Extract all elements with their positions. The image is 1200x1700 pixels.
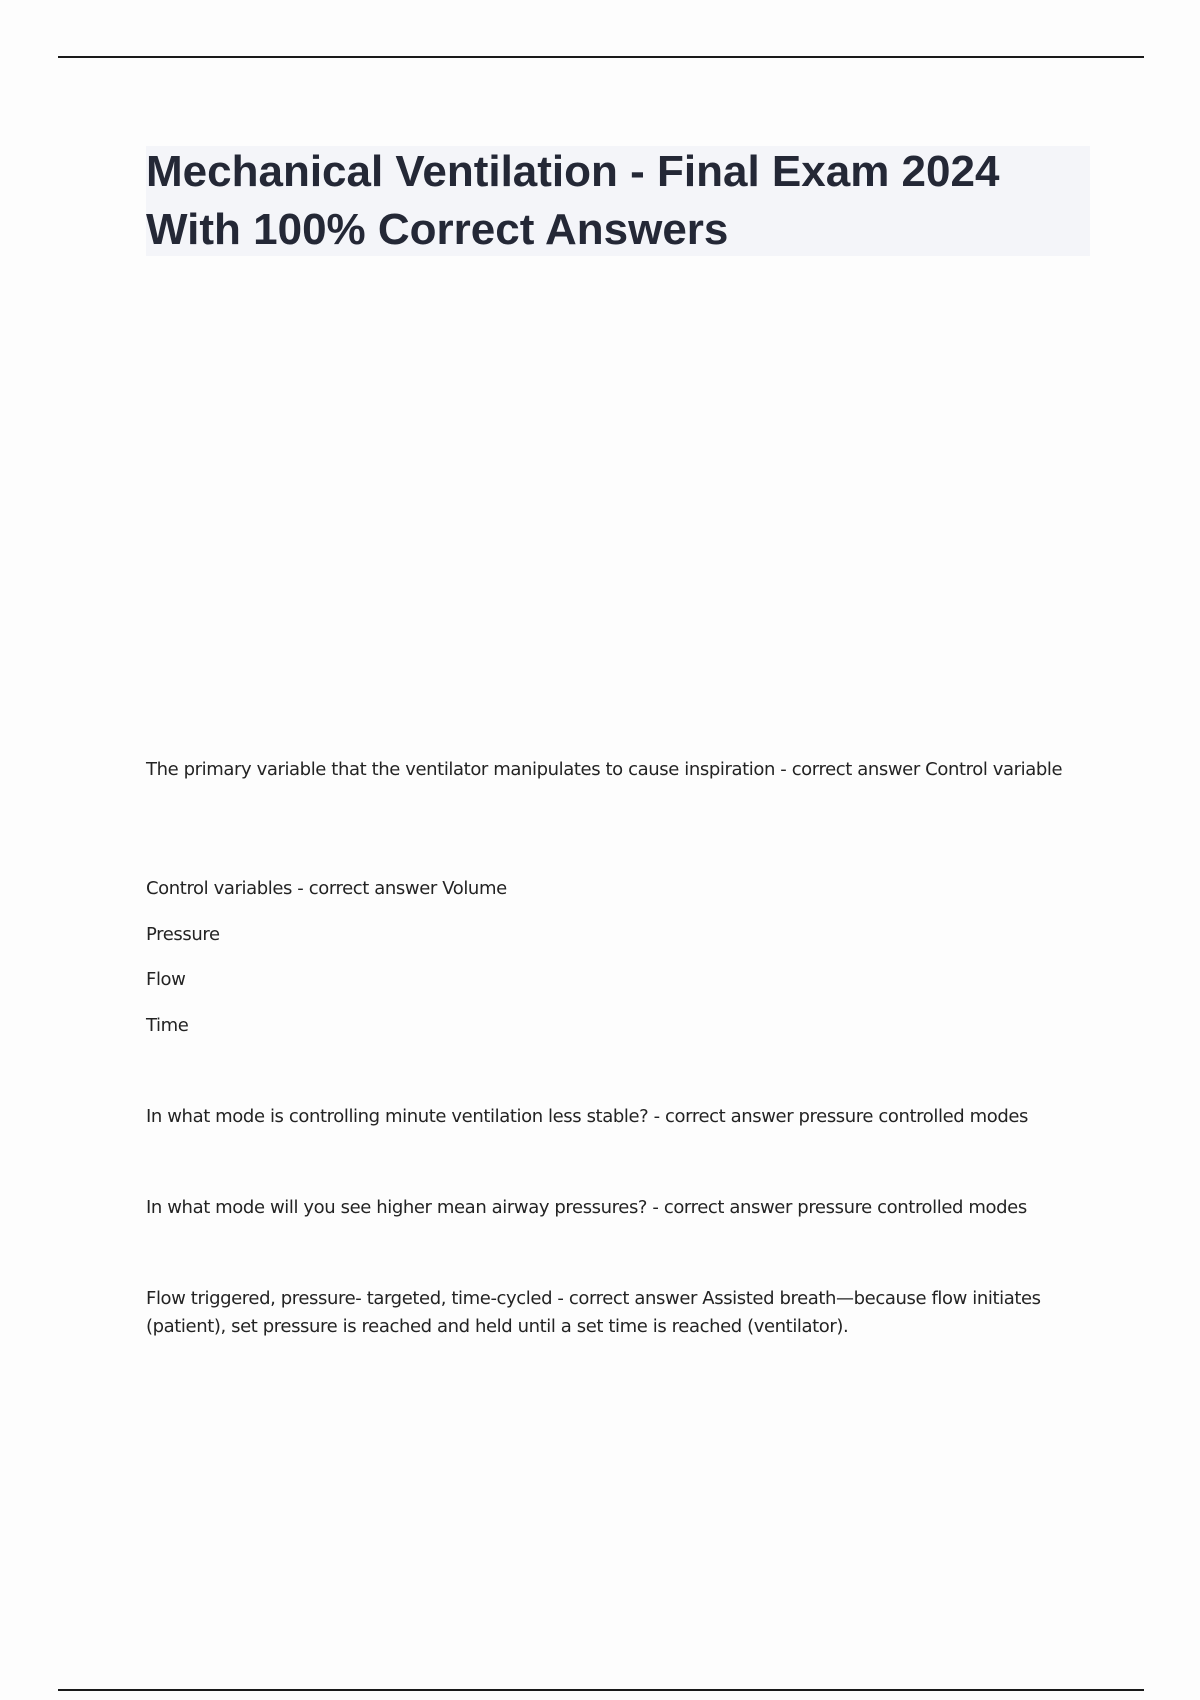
qa-item-minute-ventilation: In what mode is controlling minute ventilation less stable? - correct answer pressure controlled modes bbox=[146, 1106, 1029, 1127]
title-block bbox=[146, 146, 1090, 256]
qa-item-control-variable: The primary variable that the ventilator manipulates to cause inspiration - correct answer Control variable bbox=[146, 759, 1063, 780]
qa-item-mean-airway-pressure: In what mode will you see higher mean airway pressures? - correct answer pressure controlled modes bbox=[146, 1197, 1027, 1218]
qa-item-flow-triggered: Flow triggered, pressure- targeted, time-cycled - correct answer Assisted breath—because flow initiates (patient), set pressure is reached and held until a set time is reached (ventilator). bbox=[146, 1288, 1041, 1337]
bottom-divider bbox=[58, 1689, 1144, 1691]
list-item-time: Time bbox=[146, 1015, 189, 1036]
list-item-flow: Flow bbox=[146, 969, 186, 990]
top-divider bbox=[58, 56, 1144, 58]
qa-item-control-variables: Control variables - correct answer Volume bbox=[146, 878, 507, 899]
document-title: Mechanical Ventilation - Final Exam 2024 With 100% Correct Answers bbox=[146, 147, 1000, 254]
list-item-pressure: Pressure bbox=[146, 924, 220, 945]
